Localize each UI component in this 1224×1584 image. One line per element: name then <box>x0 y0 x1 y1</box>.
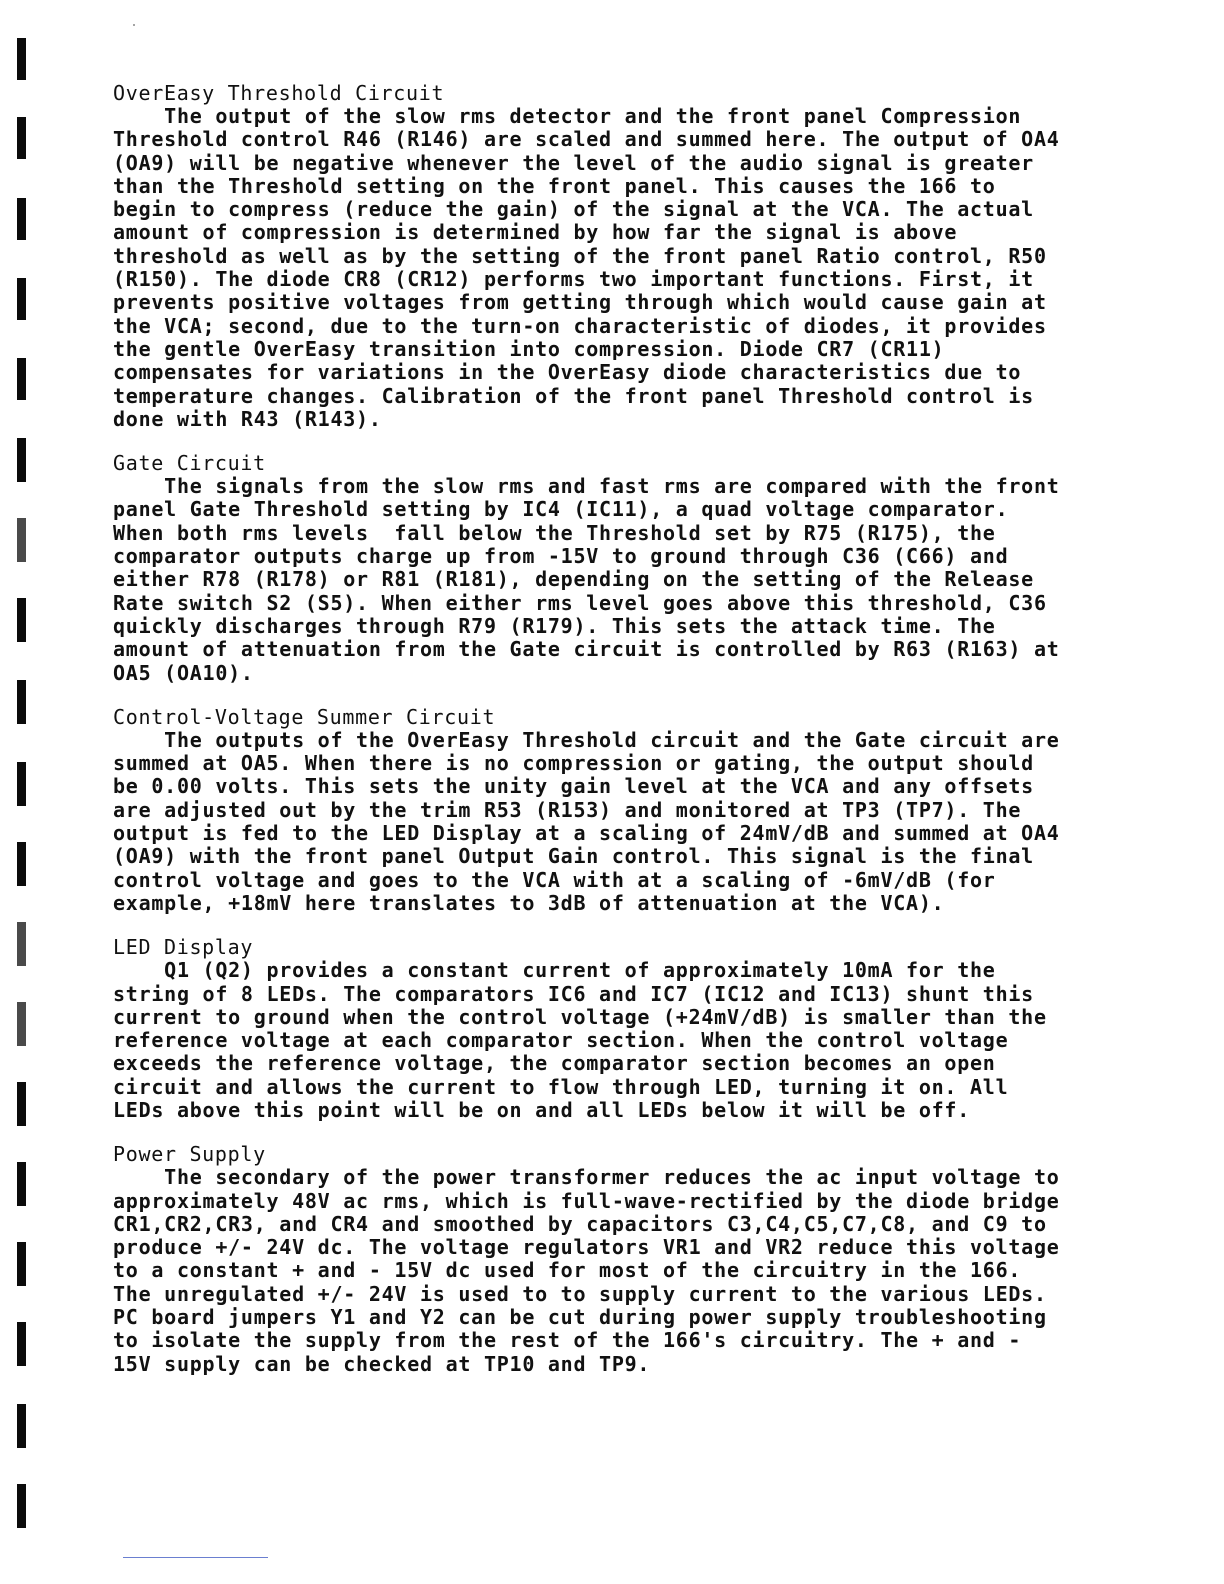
text-line: OA5 (OA10). <box>113 660 254 685</box>
binding-mark <box>17 762 26 806</box>
text-line: circuit and allows the current to flow through LED, turning it on. All <box>113 1074 1009 1099</box>
text-line: comparator outputs charge up from -15V to ground through C36 (C66) and <box>113 544 1009 569</box>
binding-mark <box>17 842 26 886</box>
text-line: exceeds the reference voltage, the comparator section becomes an open <box>113 1051 996 1076</box>
text-line: The outputs of the OverEasy Threshold circuit and the Gate circuit are <box>113 727 1060 752</box>
binding-mark <box>17 117 26 159</box>
text-line: control voltage and goes to the VCA with at a scaling of -6mV/dB (for <box>113 867 996 892</box>
binding-mark <box>17 1404 26 1448</box>
binding-mark <box>17 278 26 320</box>
text-line: The unregulated +/- 24V is used to to supply current to the various LEDs. <box>113 1281 1047 1306</box>
text-line: output is fed to the LED Display at a scaling of 24mV/dB and summed at OA4 <box>113 821 1060 846</box>
text-line: (R150). The diode CR8 (CR12) performs two important functions. First, it <box>113 267 1034 292</box>
text-line: The signals from the slow rms and fast rms are compared with the front <box>113 474 1060 499</box>
binding-mark <box>17 1162 26 1206</box>
section-heading: Gate Circuit <box>113 451 266 476</box>
text-line: begin to compress (reduce the gain) of the signal at the VCA. The actual <box>113 197 1034 222</box>
section-paragraph <box>113 105 1173 431</box>
binding-mark <box>17 438 26 482</box>
binding-mark <box>17 922 26 966</box>
section-heading: LED Display <box>113 935 254 960</box>
text-line: the gentle OverEasy transition into compression. Diode CR7 (CR11) <box>113 336 945 361</box>
scan-speck <box>133 24 135 26</box>
section-paragraph <box>113 475 1173 685</box>
section-gate-circuit <box>113 452 1173 685</box>
section-heading: OverEasy Threshold Circuit <box>113 81 445 105</box>
text-line: the VCA; second, due to the turn-on characteristic of diodes, it provides <box>113 313 1047 338</box>
text-line: panel Gate Threshold setting by IC4 (IC11), a quad voltage comparator. <box>113 497 1009 522</box>
binding-mark <box>17 1322 26 1366</box>
text-line: summed at OA5. When there is no compression or gating, the output should <box>113 751 1034 776</box>
text-line: compensates for variations in the OverEasy diode characteristics due to <box>113 360 1022 385</box>
text-line: Threshold control R46 (R146) are scaled and summed here. The output of OA4 <box>113 127 1060 152</box>
text-line: PC board jumpers Y1 and Y2 can be cut during power supply troubleshooting <box>113 1305 1047 1330</box>
text-line: to isolate the supply from the rest of the 166's circuitry. The + and - <box>113 1328 1022 1353</box>
document-body <box>113 82 1173 1397</box>
text-line: be 0.00 volts. This sets the unity gain level at the VCA and any offsets <box>113 774 1034 799</box>
text-line: produce +/- 24V dc. The voltage regulators VR1 and VR2 reduce this voltage <box>113 1235 1060 1260</box>
text-line: amount of compression is determined by how far the signal is above <box>113 220 958 245</box>
text-line: quickly discharges through R79 (R179). This sets the attack time. The <box>113 613 996 638</box>
binding-mark <box>17 598 26 642</box>
text-line: string of 8 LEDs. The comparators IC6 and IC7 (IC12 and IC13) shunt this <box>113 981 1034 1006</box>
text-line: Q1 (Q2) provides a constant current of approximately 10mA for the <box>113 958 996 983</box>
binding-mark <box>17 680 26 724</box>
text-line: temperature changes. Calibration of the front panel Threshold control is <box>113 383 1034 408</box>
text-line: either R78 (R178) or R81 (R181), depending on the setting of the Release <box>113 567 1034 592</box>
text-line: CR1,CR2,CR3, and CR4 and smoothed by capacitors C3,C4,C5,C7,C8, and C9 to <box>113 1211 1047 1236</box>
text-line: (OA9) with the front panel Output Gain control. This signal is the final <box>113 844 1034 869</box>
text-line: LEDs above this point will be on and all LEDs below it will be off. <box>113 1097 970 1122</box>
binding-mark <box>17 1082 26 1126</box>
section-led-display <box>113 936 1173 1122</box>
binding-mark <box>17 198 26 240</box>
text-line: The secondary of the power transformer reduces the ac input voltage to <box>113 1165 1060 1190</box>
text-line: (OA9) will be negative whenever the level of the audio signal is greater <box>113 150 1034 175</box>
section-power-supply <box>113 1143 1173 1376</box>
text-line: 15V supply can be checked at TP10 and TP9. <box>113 1351 651 1376</box>
text-line: prevents positive voltages from getting through which would cause gain at <box>113 290 1047 315</box>
text-line: are adjusted out by the trim R53 (R153) and monitored at TP3 (TP7). The <box>113 797 1022 822</box>
binding-mark <box>17 38 26 80</box>
binding-mark <box>17 1002 26 1046</box>
binding-mark <box>17 518 26 562</box>
text-line: reference voltage at each comparator section. When the control voltage <box>113 1028 1009 1053</box>
section-paragraph <box>113 959 1173 1122</box>
section-paragraph <box>113 1166 1173 1376</box>
binding-mark <box>17 358 26 400</box>
text-line: threshold as well as by the setting of the front panel Ratio control, R50 <box>113 243 1047 268</box>
text-line: example, +18mV here translates to 3dB of attenuation at the VCA). <box>113 890 945 915</box>
section-overeasy-threshold <box>113 82 1173 431</box>
binding-mark <box>17 1242 26 1286</box>
text-line: to a constant + and - 15V dc used for most of the circuitry in the 166. <box>113 1258 1022 1283</box>
text-line: When both rms levels fall below the Threshold set by R75 (R175), the <box>113 520 996 545</box>
text-line: amount of attenuation from the Gate circuit is controlled by R63 (R163) at <box>113 637 1060 662</box>
section-heading: Power Supply <box>113 1142 266 1167</box>
text-line: than the Threshold setting on the front panel. This causes the 166 to <box>113 173 996 198</box>
text-line: done with R43 (R143). <box>113 406 382 431</box>
section-control-voltage-summer <box>113 706 1173 915</box>
text-line: Rate switch S2 (S5). When either rms level goes above this threshold, C36 <box>113 590 1047 615</box>
text-line: current to ground when the control voltage (+24mV/dB) is smaller than the <box>113 1004 1047 1029</box>
text-line: The output of the slow rms detector and the front panel Compression <box>113 104 1022 128</box>
binding-mark <box>17 1484 26 1528</box>
footer-rule <box>123 1557 268 1558</box>
text-line: approximately 48V ac rms, which is full-wave-rectified by the diode bridge <box>113 1188 1060 1213</box>
section-paragraph <box>113 729 1173 915</box>
section-heading: Control-Voltage Summer Circuit <box>113 704 496 729</box>
